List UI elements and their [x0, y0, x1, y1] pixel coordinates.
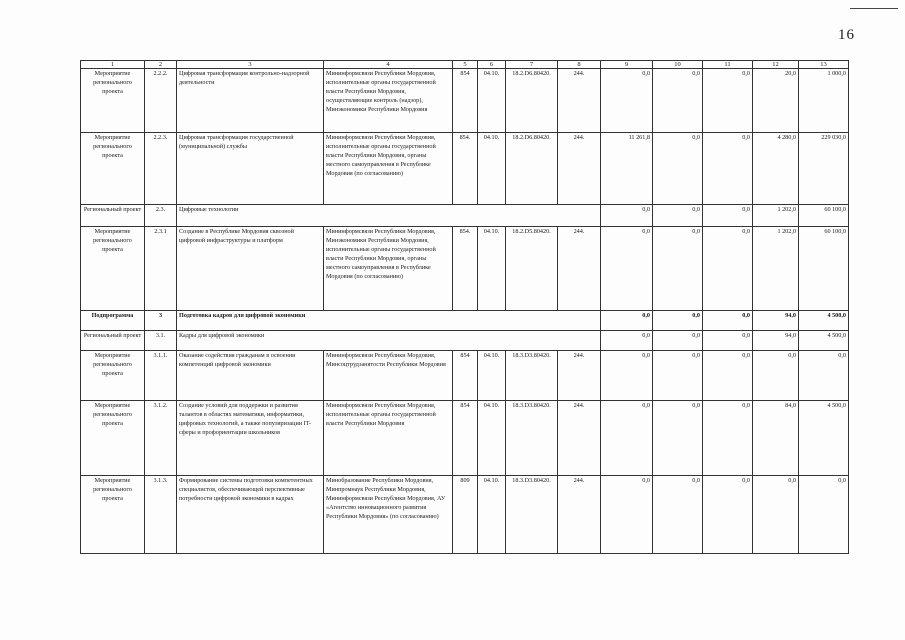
cell-v12: 0,0 — [753, 476, 799, 554]
page-number: 16 — [838, 27, 855, 43]
cell-name: Цифровая трансформация государственной (муниципальной) службы — [177, 133, 324, 205]
cell-v9: 11 261,8 — [601, 133, 653, 205]
cell-exec: Мининформсвязи Республики Мордовия, Минэкономики Республики Мордовия, исполнительные органы государственной власти Республики Мордовия, органы местного самоуправления в Республике Мордовия (по согласованию) — [324, 227, 453, 311]
cell-exec: Мининформсвязи Республики Мордовия, исполнительные органы государственной власти Республики Мордовия, органы местного самоуправления в Республике Мордовия (по согласованию) — [324, 133, 453, 205]
cell-v12: 0,0 — [753, 351, 799, 401]
cell-v10: 0,0 — [653, 476, 703, 554]
cell-code: 2.2.2. — [145, 69, 177, 133]
col-header: 4 — [324, 61, 453, 69]
cell-v12: 4 280,0 — [753, 133, 799, 205]
cell-v13: 4 500,0 — [799, 401, 849, 476]
cell-csr: 18.3.D3.80420. — [506, 351, 558, 401]
cell-grbs: 854 — [453, 69, 478, 133]
cell-rzpr: 04.10. — [478, 351, 506, 401]
cell-v10: 0,0 — [653, 401, 703, 476]
cell-v11: 0,0 — [703, 331, 753, 351]
cell-v12: 94,0 — [753, 311, 799, 331]
cell-name: Цифровая трансформация контрольно-надзорной деятельности — [177, 69, 324, 133]
cell-vr: 244. — [558, 401, 601, 476]
table-row — [81, 227, 849, 311]
cell-v12: 84,0 — [753, 401, 799, 476]
table-row — [81, 69, 849, 133]
col-header: 9 — [601, 61, 653, 69]
cell-code: 3.1.1. — [145, 351, 177, 401]
cell-type: Региональный проект — [81, 205, 145, 227]
cell-csr: 18.2.D6.80420. — [506, 133, 558, 205]
cell-v11: 0,0 — [703, 311, 753, 331]
table-row — [81, 331, 849, 351]
cell-code: 3.1. — [145, 331, 177, 351]
cell-type: Мероприятие регионального проекта — [81, 476, 145, 554]
cell-grbs: 854. — [453, 133, 478, 205]
column-numbers-row — [81, 61, 849, 69]
cell-v13: 0,0 — [799, 476, 849, 554]
cell-v13: 4 500,0 — [799, 311, 849, 331]
cell-v11: 0,0 — [703, 351, 753, 401]
cell-grbs: 854 — [453, 401, 478, 476]
cell-v9: 0,0 — [601, 331, 653, 351]
table-row — [81, 476, 849, 554]
cell-v12: 20,0 — [753, 69, 799, 133]
cell-csr: 18.2.D6.80420. — [506, 69, 558, 133]
cell-v13: 229 030,0 — [799, 133, 849, 205]
table-row — [81, 311, 849, 331]
cell-v11: 0,0 — [703, 69, 753, 133]
table-row — [81, 205, 849, 227]
cell-exec: Минобразование Республики Мордовия, Минпромнаук Республики Мордовия, Мининформсвязи Республики Мордовия, АУ «Агентство инновационного развития Республики Мордовия» (по согласованию) — [324, 476, 453, 554]
cell-name: Создание в Республике Мордовия сквозной цифровой инфраструктуры и платформ — [177, 227, 324, 311]
cell-vr: 244. — [558, 133, 601, 205]
cell-v11: 0,0 — [703, 205, 753, 227]
cell-name: Цифровые технологии — [177, 205, 601, 227]
cell-v10: 0,0 — [653, 331, 703, 351]
cell-v13: 4 500,0 — [799, 331, 849, 351]
cell-v11: 0,0 — [703, 133, 753, 205]
cell-type: Мероприятие регионального проекта — [81, 227, 145, 311]
cell-code: 2.3.1 — [145, 227, 177, 311]
cell-code: 3.1.3. — [145, 476, 177, 554]
cell-code: 3 — [145, 311, 177, 331]
cell-code: 2.3. — [145, 205, 177, 227]
cell-type: Подпрограмма — [81, 311, 145, 331]
cell-v12: 1 202,0 — [753, 227, 799, 311]
col-header: 10 — [653, 61, 703, 69]
cell-v9: 0,0 — [601, 351, 653, 401]
cell-v13: 0,0 — [799, 351, 849, 401]
cell-name: Оказание содействия гражданам в освоении компетенций цифровой экономики — [177, 351, 324, 401]
cell-exec: Мининформсвязи Республики Мордовия, исполнительные органы государственной власти Республики Мордовия, осуществляющие контроль (надзор), Минэкономики Республики Мордовия — [324, 69, 453, 133]
cell-v11: 0,0 — [703, 476, 753, 554]
budget-table — [80, 60, 849, 554]
table-row — [81, 133, 849, 205]
col-header: 3 — [177, 61, 324, 69]
col-header: 11 — [703, 61, 753, 69]
cell-vr: 244. — [558, 69, 601, 133]
cell-v9: 0,0 — [601, 227, 653, 311]
table-row — [81, 401, 849, 476]
cell-v12: 1 202,0 — [753, 205, 799, 227]
cell-v10: 0,0 — [653, 205, 703, 227]
cell-csr: 18.3.D3.80420. — [506, 476, 558, 554]
cell-name: Создание условий для поддержки и развития талантов в областях математики, информатики, цифровых технологий, а также популяризации IT-сферы и профориентации школьников — [177, 401, 324, 476]
table-row — [81, 351, 849, 401]
cell-v10: 0,0 — [653, 133, 703, 205]
cell-v9: 0,0 — [601, 69, 653, 133]
cell-v13: 60 100,0 — [799, 205, 849, 227]
col-header: 5 — [453, 61, 478, 69]
cell-v10: 0,0 — [653, 351, 703, 401]
cell-type: Мероприятие регионального проекта — [81, 69, 145, 133]
cell-v9: 0,0 — [601, 401, 653, 476]
cell-v10: 0,0 — [653, 69, 703, 133]
cell-exec: Мининформсвязи Республики Мордовия, Минсоцтрудзанятости Республики Мордовия — [324, 351, 453, 401]
cell-csr: 18.3.D3.80420. — [506, 401, 558, 476]
col-header: 1 — [81, 61, 145, 69]
cell-v9: 0,0 — [601, 476, 653, 554]
cell-vr: 244. — [558, 227, 601, 311]
cell-code: 3.1.2. — [145, 401, 177, 476]
cell-exec: Мининформсвязи Республики Мордовия, исполнительные органы государственной власти Республики Мордовия — [324, 401, 453, 476]
cell-rzpr: 04.10. — [478, 133, 506, 205]
cell-rzpr: 04.10. — [478, 401, 506, 476]
cell-grbs: 809 — [453, 476, 478, 554]
cell-v13: 60 100,0 — [799, 227, 849, 311]
cell-type: Региональный проект — [81, 331, 145, 351]
cell-v10: 0,0 — [653, 227, 703, 311]
cell-name: Формирование системы подготовки компетентных специалистов, обеспечивающей перспективные потребности цифровой экономики в кадрах — [177, 476, 324, 554]
cell-csr: 18.2.D5.80420. — [506, 227, 558, 311]
cell-v9: 0,0 — [601, 311, 653, 331]
cell-type: Мероприятие регионального проекта — [81, 133, 145, 205]
cell-v12: 94,0 — [753, 331, 799, 351]
cell-rzpr: 04.10. — [478, 69, 506, 133]
col-header: 6 — [478, 61, 506, 69]
cell-rzpr: 04.10. — [478, 476, 506, 554]
cell-grbs: 854. — [453, 227, 478, 311]
cell-v9: 0,0 — [601, 205, 653, 227]
cell-v11: 0,0 — [703, 401, 753, 476]
cell-code: 2.2.3. — [145, 133, 177, 205]
cell-type: Мероприятие регионального проекта — [81, 401, 145, 476]
cell-vr: 244. — [558, 351, 601, 401]
col-header: 13 — [799, 61, 849, 69]
col-header: 7 — [506, 61, 558, 69]
cell-vr: 244. — [558, 476, 601, 554]
cell-type: Мероприятие регионального проекта — [81, 351, 145, 401]
col-header: 8 — [558, 61, 601, 69]
cell-v10: 0,0 — [653, 311, 703, 331]
col-header: 2 — [145, 61, 177, 69]
col-header: 12 — [753, 61, 799, 69]
cell-name: Кадры для цифровой экономики — [177, 331, 601, 351]
cell-v13: 1 000,0 — [799, 69, 849, 133]
cell-rzpr: 04.10. — [478, 227, 506, 311]
cell-grbs: 854 — [453, 351, 478, 401]
top-rule — [850, 8, 898, 9]
cell-v11: 0,0 — [703, 227, 753, 311]
cell-name: Подготовка кадров для цифровой экономики — [177, 311, 601, 331]
